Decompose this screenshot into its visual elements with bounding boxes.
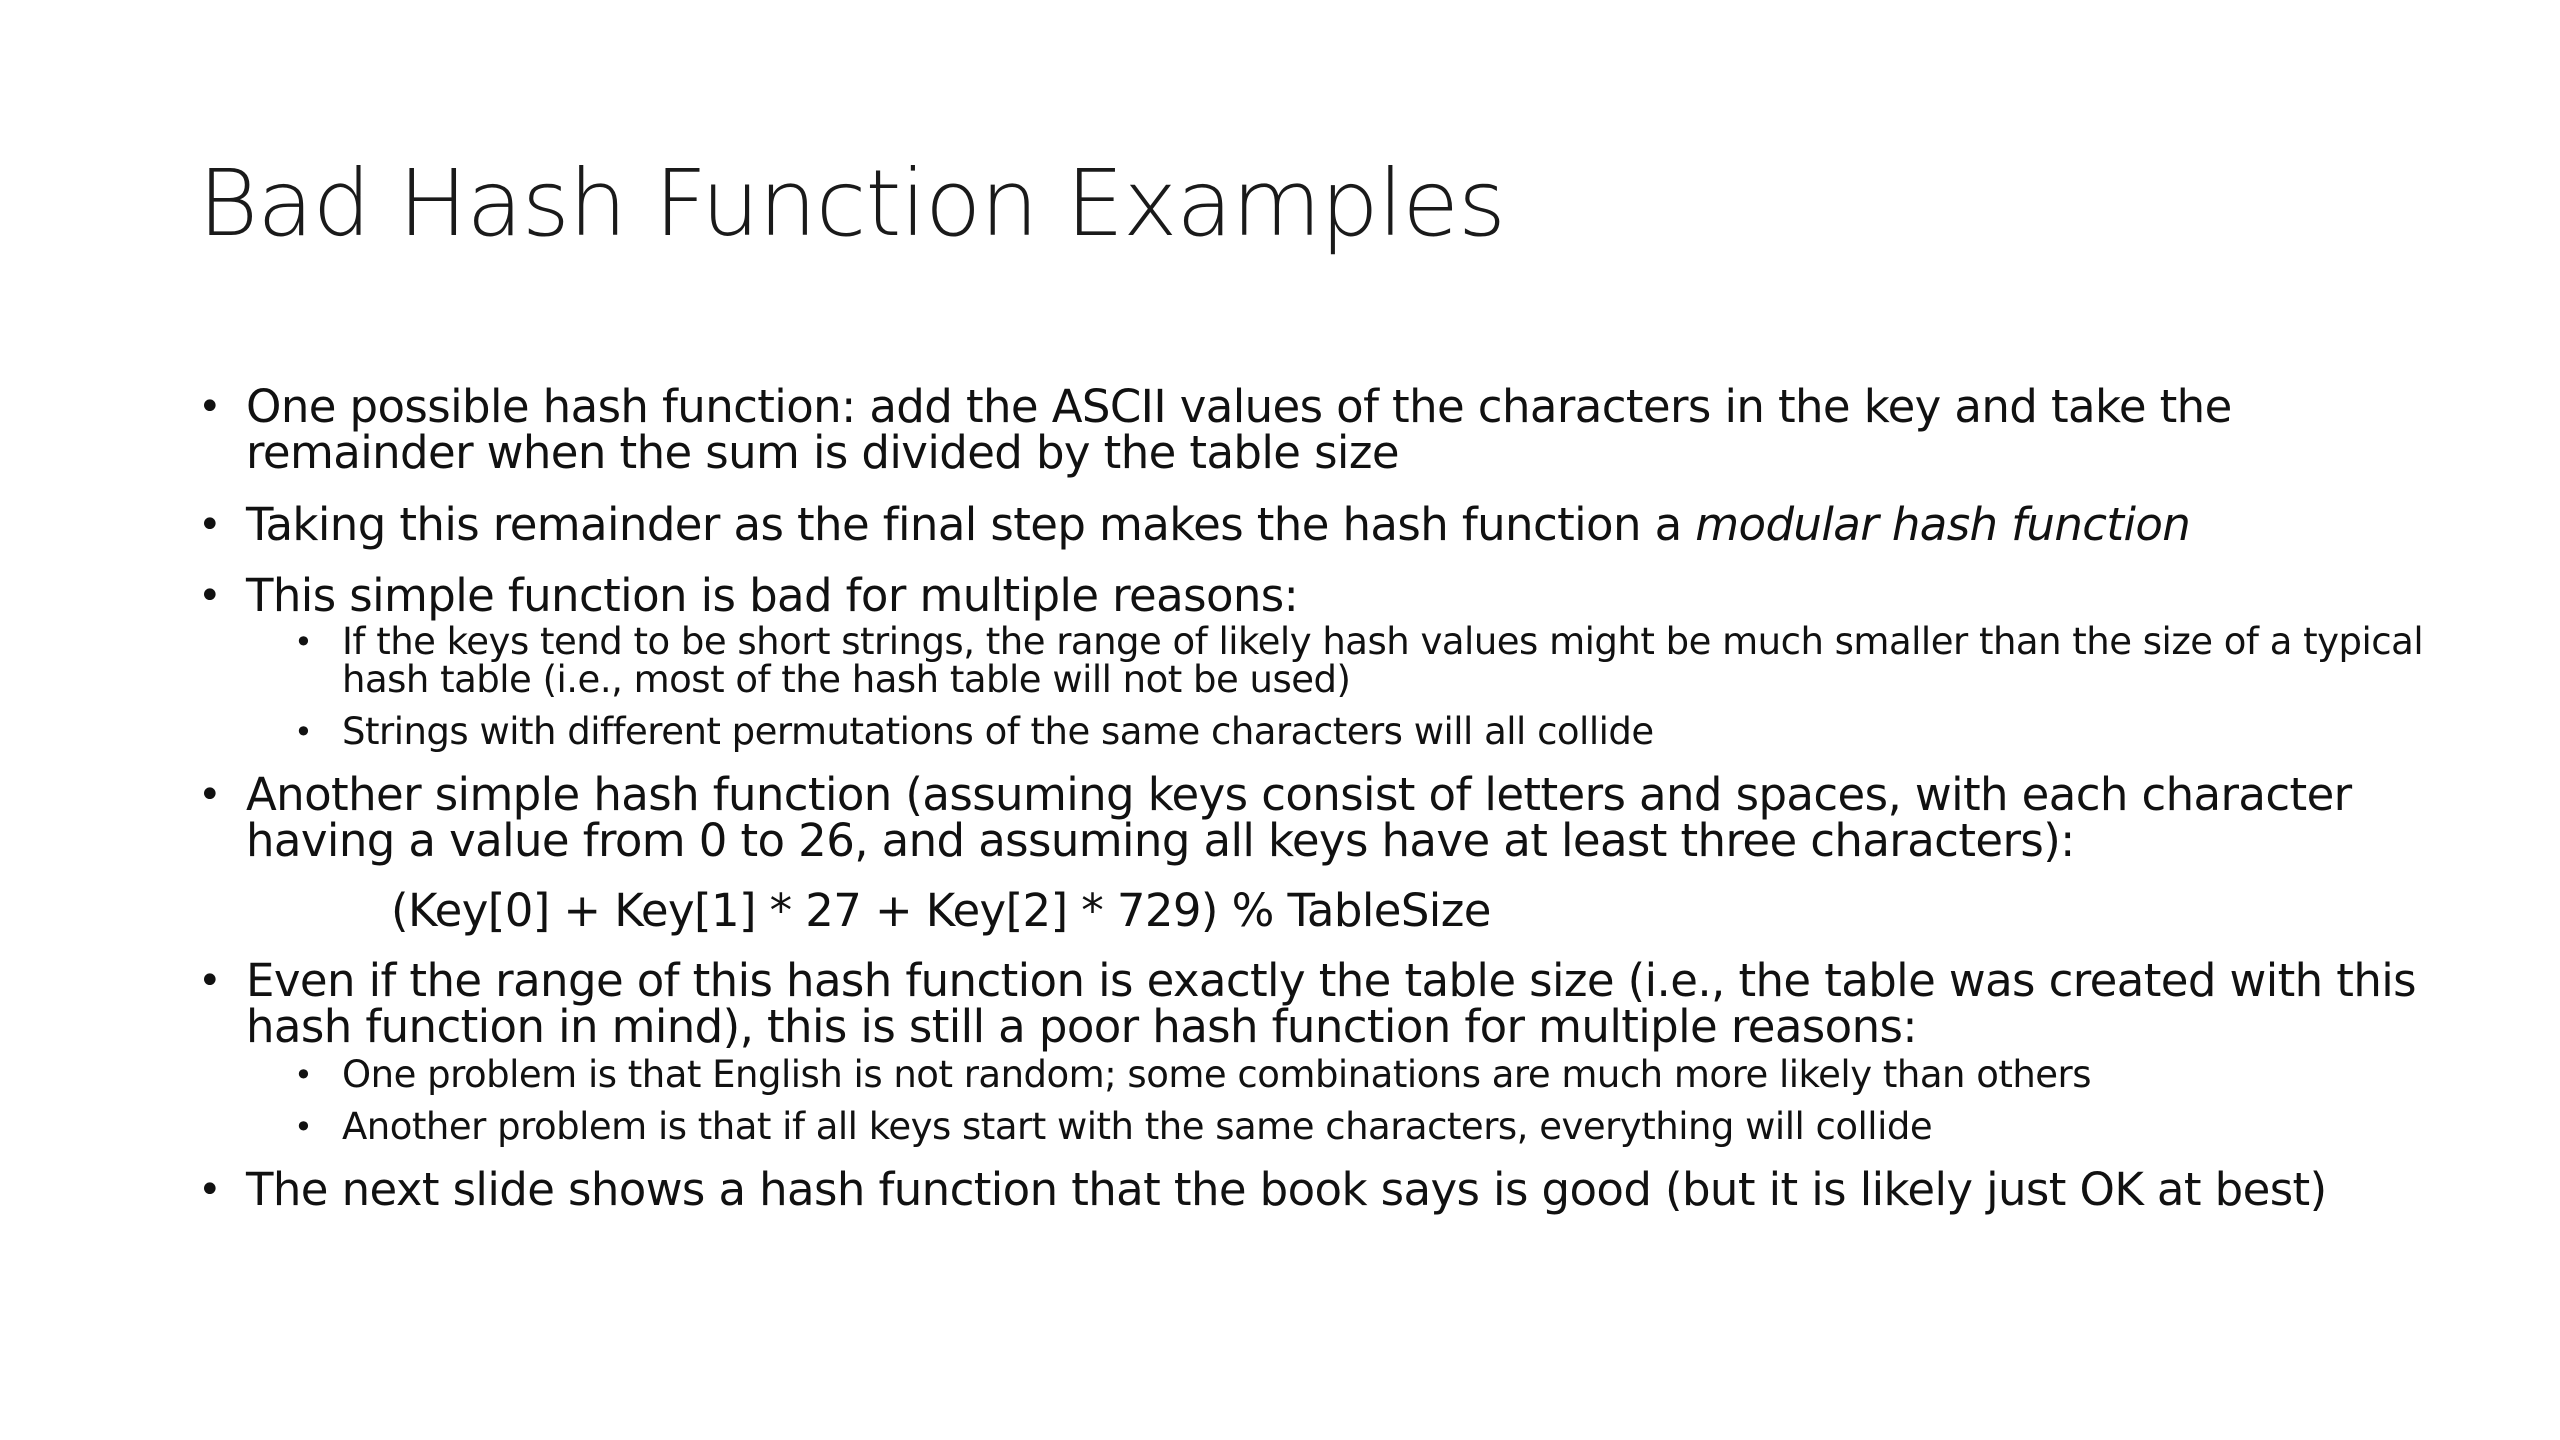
bullet-marker: • (294, 713, 313, 751)
bullet-marker: • (198, 384, 221, 430)
bullet-text: Another simple hash function (assuming keys consist of letters and spaces, with each character having a value from 0 to 26, and assuming all keys have at least three characters): (246, 768, 2352, 867)
bullet-marker: • (294, 1056, 313, 1094)
bullet-text: Another problem is that if all keys start with the same characters, everything will collide (342, 1105, 1933, 1148)
sub-bullet-item-same-start (294, 1105, 2448, 1148)
bullet-text: One possible hash function: add the ASCII values of the characters in the key and take the remainder when the sum is divided by the table size (246, 380, 2232, 479)
bullet-text-emphasis: modular hash function (1695, 498, 2191, 551)
bullet-marker: • (294, 1108, 313, 1146)
bullet-item-modular (198, 498, 2448, 551)
bullet-text: Strings with different permutations of the same characters will all collide (342, 710, 1654, 753)
bullet-text: Even if the range of this hash function is exactly the table size (i.e., the table was created with this hash function in mind), this is still a poor hash function for multiple reasons: (246, 954, 2417, 1053)
bullet-marker: • (198, 958, 221, 1004)
bullet-marker: • (198, 772, 221, 818)
bullet-text: The next slide shows a hash function that the book says is good (but it is likely just OK at best) (246, 1163, 2327, 1216)
slide-content (198, 380, 2448, 1216)
bullet-text: If the keys tend to be short strings, the range of likely hash values might be much smaller than the size of a typical hash table (i.e., most of the hash table will not be used) (342, 620, 2424, 701)
bullet-item-next-slide (198, 1163, 2448, 1216)
bullet-text-prefix: Taking this remainder as the final step makes the hash function a (246, 498, 1696, 551)
bullet-item-bad-reasons (198, 569, 2448, 622)
bullet-text: This simple function is bad for multiple reasons: (246, 569, 1299, 622)
bullet-marker: • (198, 573, 221, 619)
slide-title: Bad Hash Function Examples (198, 150, 1505, 257)
bullet-marker: • (294, 623, 313, 661)
bullet-item-another-hash (198, 768, 2448, 867)
bullet-item-range (198, 954, 2448, 1053)
sub-bullet-item-permutations (294, 710, 2448, 753)
bullet-item-ascii-sum (198, 380, 2448, 479)
bullet-text (246, 498, 2448, 551)
sub-bullet-item-short-strings (294, 620, 2448, 701)
hash-formula: (Key[0] + Key[1] * 27 + Key[2] * 729) % TableSize (391, 884, 1491, 937)
sub-bullet-item-english (294, 1053, 2448, 1096)
bullet-marker: • (198, 1167, 221, 1213)
bullet-text: One problem is that English is not random; some combinations are much more likely than others (342, 1053, 2092, 1096)
bullet-marker: • (198, 502, 221, 548)
